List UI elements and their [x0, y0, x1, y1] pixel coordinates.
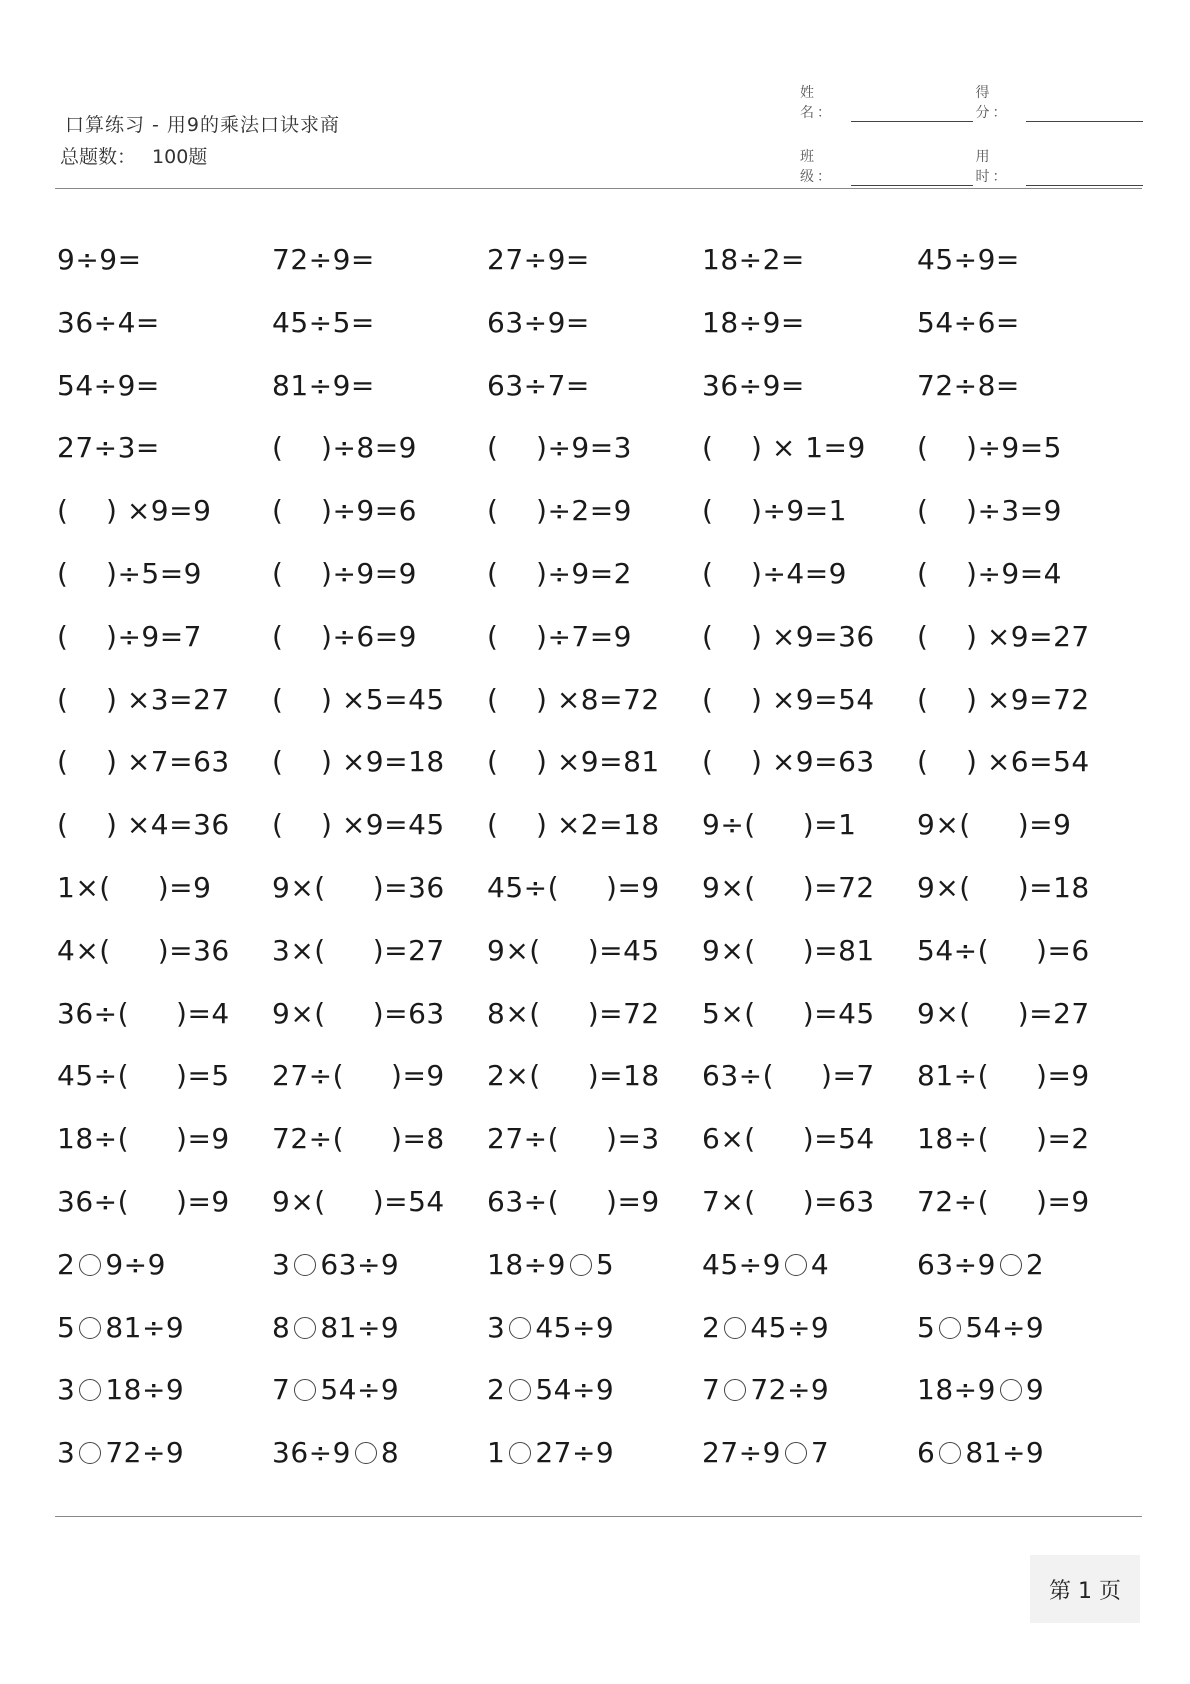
comparison-item — [272, 1308, 399, 1348]
comparison-item — [702, 1308, 829, 1348]
comparison-right: 72÷9 — [105, 1436, 185, 1470]
total-count — [60, 142, 207, 169]
problem-item: 9×( )=54 — [272, 1185, 445, 1218]
comparison-circle[interactable] — [724, 1317, 746, 1339]
problem-item: ( ) ×9=45 — [272, 808, 445, 842]
comparison-circle[interactable] — [939, 1442, 961, 1464]
problem-item: ( ) ×9=9 — [57, 494, 212, 528]
comparison-right: 63÷9 — [320, 1247, 400, 1281]
problem-item: ( )÷9=4 — [917, 557, 1062, 590]
comparison-left: 45÷9 — [702, 1247, 781, 1281]
comparison-right: 5 — [595, 1247, 615, 1281]
problem-item: ( ) ×9=54 — [702, 682, 875, 716]
comparison-right: 8 — [380, 1436, 400, 1470]
problem-item: 72÷( )=9 — [917, 1185, 1090, 1218]
problem-item: ( )÷4=9 — [702, 557, 847, 590]
class-field[interactable] — [851, 169, 974, 186]
problem-item: 7×( )=63 — [702, 1185, 875, 1218]
problem-item: ( )÷9=2 — [487, 557, 632, 590]
problem-item: ( )÷7=9 — [487, 619, 632, 653]
problem-item: ( )÷2=9 — [487, 494, 632, 528]
problem-item: 4×( )=36 — [57, 933, 230, 967]
problem-item: ( )÷8=9 — [272, 431, 417, 465]
comparison-item — [917, 1433, 1044, 1473]
problem-item: 72÷9= — [272, 243, 375, 276]
problem-item: 2×( )=18 — [487, 1059, 660, 1093]
comparison-circle[interactable] — [79, 1317, 101, 1339]
problem-item: 36÷( )=4 — [57, 996, 230, 1030]
problem-item: 36÷4= — [57, 305, 160, 339]
comparison-left: 3 — [487, 1310, 506, 1344]
problem-item: ( ) ×9=63 — [702, 745, 875, 779]
problem-item: 36÷9= — [702, 368, 805, 402]
problem-item: 63÷7= — [487, 368, 590, 402]
comparison-left: 2 — [57, 1247, 76, 1281]
problem-item: ( ) ×9=81 — [487, 745, 660, 779]
comparison-left: 27÷9 — [702, 1436, 781, 1470]
comparison-circle[interactable] — [79, 1254, 101, 1276]
problem-item: 9×( )=72 — [702, 871, 875, 904]
problem-item: 27÷( )=3 — [487, 1122, 660, 1156]
time-field[interactable] — [1026, 169, 1143, 186]
comparison-right: 7 — [810, 1436, 830, 1470]
problem-item: 3×( )=27 — [272, 933, 445, 967]
comparison-right: 54÷9 — [320, 1373, 400, 1407]
comparison-right: 9÷9 — [105, 1247, 166, 1281]
problem-item: 72÷( )=8 — [272, 1122, 445, 1156]
comparison-left: 5 — [917, 1310, 936, 1344]
problem-item: 81÷9= — [272, 368, 375, 402]
comparison-left: 36÷9 — [272, 1436, 351, 1470]
problem-item: 6×( )=54 — [702, 1122, 875, 1156]
problem-item: 9×( )=9 — [917, 808, 1072, 842]
comparison-circle[interactable] — [509, 1379, 531, 1401]
problem-item: ( )÷9=1 — [702, 494, 847, 528]
problem-item: ( ) ×8=72 — [487, 682, 660, 716]
problem-item: ( )÷9=9 — [272, 557, 417, 590]
comparison-circle[interactable] — [509, 1442, 531, 1464]
comparison-circle[interactable] — [509, 1317, 531, 1339]
problem-item: ( ) ×9=27 — [917, 619, 1090, 653]
problem-item: 9÷( )=1 — [702, 808, 857, 842]
comparison-item — [272, 1370, 399, 1410]
problem-item: 27÷( )=9 — [272, 1059, 445, 1093]
comparison-right: 9 — [1025, 1373, 1045, 1407]
name-label: 姓名： — [800, 85, 834, 121]
comparison-left: 63÷9 — [917, 1247, 996, 1281]
comparison-left: 7 — [702, 1373, 721, 1407]
total-label: 总题数： — [60, 146, 137, 168]
problem-item: 9×( )=45 — [487, 933, 660, 967]
comparison-right: 18÷9 — [105, 1373, 185, 1407]
comparison-item — [917, 1370, 1044, 1410]
comparison-item — [57, 1370, 184, 1410]
comparison-item — [702, 1370, 829, 1410]
comparison-circle[interactable] — [79, 1379, 101, 1401]
comparison-circle[interactable] — [294, 1379, 316, 1401]
problem-item: 27÷3= — [57, 431, 160, 465]
problem-item: 8×( )=72 — [487, 996, 660, 1030]
page-number — [1030, 1555, 1140, 1623]
problem-item: 5×( )=45 — [702, 996, 875, 1030]
problem-item: ( ) ×4=36 — [57, 808, 230, 842]
comparison-circle[interactable] — [1000, 1254, 1022, 1276]
problem-item: 54÷9= — [57, 368, 160, 402]
header-divider — [55, 188, 1142, 189]
problem-item: 81÷( )=9 — [917, 1059, 1090, 1093]
problem-item: 9×( )=63 — [272, 996, 445, 1030]
problem-item: 45÷( )=9 — [487, 871, 660, 904]
comparison-right: 54÷9 — [535, 1373, 615, 1407]
problem-item: 54÷( )=6 — [917, 933, 1090, 967]
problem-item: 54÷6= — [917, 305, 1020, 339]
comparison-left: 7 — [272, 1373, 291, 1407]
name-field[interactable] — [851, 105, 974, 122]
problem-item: 9×( )=18 — [917, 871, 1090, 904]
score-label: 得分： — [975, 85, 1010, 121]
comparison-item — [487, 1308, 614, 1348]
comparison-left: 1 — [487, 1436, 506, 1470]
comparison-circle[interactable] — [570, 1254, 592, 1276]
problem-item: 45÷( )=5 — [57, 1059, 230, 1093]
comparison-left: 8 — [272, 1310, 291, 1344]
comparison-item — [917, 1308, 1044, 1348]
problem-item: 27÷9= — [487, 243, 590, 276]
comparison-right: 72÷9 — [750, 1373, 830, 1407]
comparison-item — [702, 1245, 829, 1285]
comparison-left: 3 — [272, 1247, 291, 1281]
comparison-item — [57, 1308, 184, 1348]
comparison-circle[interactable] — [785, 1442, 807, 1464]
problem-item: 45÷9= — [917, 243, 1020, 276]
problem-item: 18÷( )=9 — [57, 1122, 230, 1156]
problem-item: ( ) × 1=9 — [702, 431, 866, 465]
comparison-item — [272, 1245, 399, 1285]
page-label: 第 1 页 — [1049, 1578, 1121, 1604]
problem-item: 72÷8= — [917, 368, 1020, 402]
problem-item: ( ) ×9=72 — [917, 682, 1090, 716]
problem-item: ( ) ×2=18 — [487, 808, 660, 842]
comparison-right: 81÷9 — [965, 1436, 1045, 1470]
problem-item: 9×( )=36 — [272, 871, 445, 904]
problem-item: ( ) ×7=63 — [57, 745, 230, 779]
problem-item: 1×( )=9 — [57, 871, 212, 904]
comparison-item — [487, 1433, 614, 1473]
comparison-left: 18÷9 — [917, 1373, 996, 1407]
comparison-left: 3 — [57, 1373, 76, 1407]
comparison-left: 6 — [917, 1436, 936, 1470]
worksheet-title: 口算练习 - 用9的乘法口诀求商 — [65, 114, 341, 136]
problem-item: 9×( )=27 — [917, 996, 1090, 1030]
comparison-right: 81÷9 — [320, 1310, 400, 1344]
problem-item: 63÷( )=9 — [487, 1185, 660, 1218]
comparison-circle[interactable] — [785, 1254, 807, 1276]
comparison-left: 2 — [487, 1373, 506, 1407]
info-row-2 — [800, 146, 1145, 186]
comparison-item — [487, 1245, 614, 1285]
score-field[interactable] — [1026, 105, 1143, 122]
comparison-left: 3 — [57, 1436, 76, 1470]
comparison-circle[interactable] — [939, 1317, 961, 1339]
problem-item: 18÷9= — [702, 305, 805, 339]
problem-item: 18÷( )=2 — [917, 1122, 1090, 1156]
problem-item: ( )÷9=6 — [272, 494, 417, 528]
comparison-item — [272, 1433, 399, 1473]
comparison-right: 2 — [1025, 1247, 1045, 1281]
comparison-item — [702, 1433, 829, 1473]
problem-item: ( ) ×9=36 — [702, 619, 875, 653]
comparison-left: 2 — [702, 1310, 721, 1344]
problem-item: 18÷2= — [702, 243, 805, 276]
problem-item: ( )÷3=9 — [917, 494, 1062, 528]
comparison-item — [487, 1370, 614, 1410]
comparison-left: 5 — [57, 1310, 76, 1344]
comparison-circle[interactable] — [1000, 1379, 1022, 1401]
comparison-right: 4 — [810, 1247, 830, 1281]
footer-divider — [55, 1516, 1142, 1517]
class-label: 班级： — [800, 149, 834, 185]
problem-item: ( )÷5=9 — [57, 557, 202, 590]
problem-item: 9÷9= — [57, 243, 142, 276]
comparison-circle[interactable] — [294, 1254, 316, 1276]
comparison-right: 45÷9 — [535, 1310, 615, 1344]
comparison-item — [917, 1245, 1044, 1285]
problem-item: 36÷( )=9 — [57, 1185, 230, 1218]
problem-item: 63÷( )=7 — [702, 1059, 875, 1093]
total-value: 100题 — [152, 146, 208, 168]
comparison-item — [57, 1245, 166, 1285]
comparison-right: 27÷9 — [535, 1436, 615, 1470]
info-row-1 — [800, 82, 1145, 122]
problem-item: ( ) ×6=54 — [917, 745, 1090, 779]
problem-item: ( )÷9=3 — [487, 431, 632, 465]
comparison-right: 45÷9 — [750, 1310, 830, 1344]
problem-item: 9×( )=81 — [702, 933, 875, 967]
problem-item: ( ) ×5=45 — [272, 682, 445, 716]
comparison-circle[interactable] — [724, 1379, 746, 1401]
problem-item: ( )÷9=5 — [917, 431, 1062, 465]
problem-item: ( ) ×3=27 — [57, 682, 230, 716]
comparison-right: 81÷9 — [105, 1310, 185, 1344]
problem-item: ( )÷9=7 — [57, 619, 202, 653]
problem-item: ( ) ×9=18 — [272, 745, 445, 779]
comparison-circle[interactable] — [355, 1442, 377, 1464]
comparison-circle[interactable] — [79, 1442, 101, 1464]
problem-item: 63÷9= — [487, 305, 590, 339]
time-label: 用时： — [975, 149, 1010, 185]
comparison-right: 54÷9 — [965, 1310, 1045, 1344]
comparison-item — [57, 1433, 184, 1473]
problem-item: 45÷5= — [272, 305, 375, 339]
comparison-circle[interactable] — [294, 1317, 316, 1339]
comparison-left: 18÷9 — [487, 1247, 566, 1281]
problem-item: ( )÷6=9 — [272, 619, 417, 653]
